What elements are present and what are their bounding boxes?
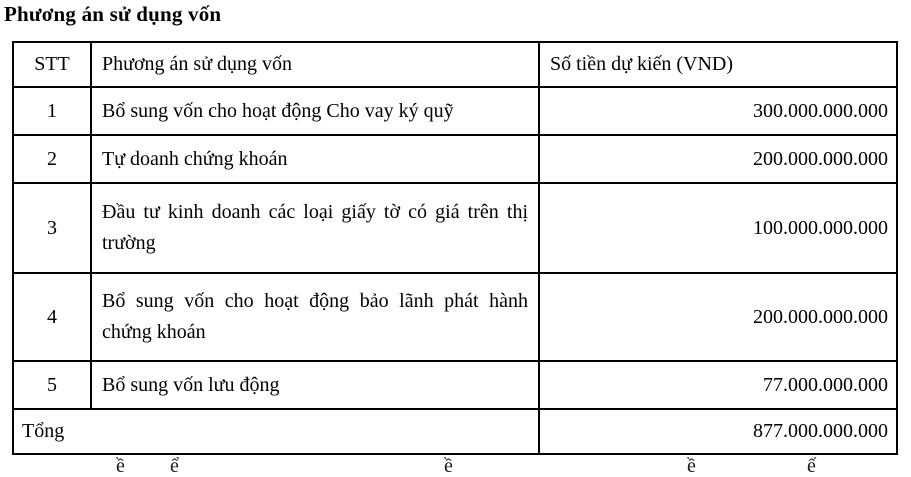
- total-amount: 877.000.000.000: [539, 409, 897, 454]
- total-label: Tổng: [13, 409, 539, 454]
- table-header-row: [13, 42, 897, 87]
- capital-usage-table: [12, 41, 898, 455]
- row-plan: Bổ sung vốn cho hoạt động bảo lãnh phát hành chứng khoán: [91, 273, 539, 361]
- row-stt: 2: [13, 135, 91, 183]
- row-stt: 1: [13, 87, 91, 135]
- row-amount: 300.000.000.000: [539, 87, 897, 135]
- row-stt: 3: [13, 183, 91, 273]
- header-amount: Số tiền dự kiến (VND): [539, 42, 897, 87]
- clipped-glyph: ề: [116, 455, 125, 477]
- clipped-next-text-line: [0, 455, 911, 477]
- row-amount: 77.000.000.000: [539, 361, 897, 409]
- table-row: [13, 361, 897, 409]
- table-row: [13, 135, 897, 183]
- clipped-glyph: ế: [807, 455, 816, 477]
- row-amount: 200.000.000.000: [539, 135, 897, 183]
- row-stt: 4: [13, 273, 91, 361]
- clipped-glyph: ể: [170, 455, 179, 477]
- header-plan: Phương án sử dụng vốn: [91, 42, 539, 87]
- row-amount: 100.000.000.000: [539, 183, 897, 273]
- row-amount: 200.000.000.000: [539, 273, 897, 361]
- row-plan: Đầu tư kinh doanh các loại giấy tờ có giá trên thị trường: [91, 183, 539, 273]
- clipped-glyph: ề: [444, 455, 453, 477]
- table-row: [13, 87, 897, 135]
- page-title: Phương án sử dụng vốn: [4, 2, 222, 26]
- clipped-glyph: ề: [687, 455, 696, 477]
- row-plan: Bổ sung vốn lưu động: [91, 361, 539, 409]
- row-plan: Tự doanh chứng khoán: [91, 135, 539, 183]
- row-stt: 5: [13, 361, 91, 409]
- row-plan: Bổ sung vốn cho hoạt động Cho vay ký quỹ: [91, 87, 539, 135]
- header-stt: STT: [13, 42, 91, 87]
- table-row: [13, 273, 897, 361]
- table-row: [13, 183, 897, 273]
- table-total-row: [13, 409, 897, 454]
